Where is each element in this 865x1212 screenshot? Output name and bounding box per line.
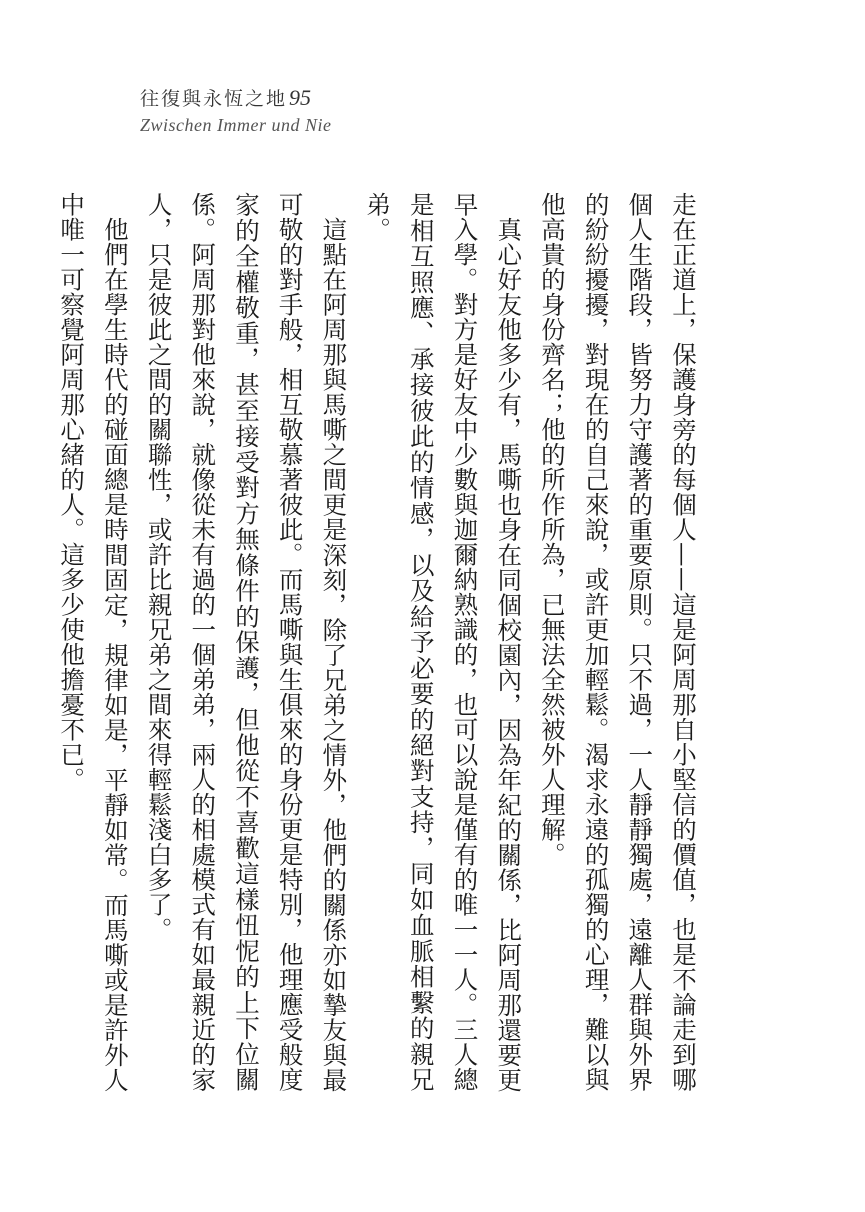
running-header (140, 84, 331, 136)
paragraph-3: 這點在阿周那與馬嘶之間更是深刻，除了兄弟之情外，他們的關係亦如摯友與最可敬的對手般，相互敬慕著彼此。而馬嘶與生俱來的身份更是特別，他理應受般度家的全權敬重，甚至接受對方無條件的保護，但他從不喜歡這樣忸怩的上下位關係。阿周那對他來說，就像從未有過的一個弟弟，兩人的相處模式有如最親近的家人，只是彼此之間的關聯性，或許比親兄弟之間來得輕鬆淺白多了。 (144, 192, 349, 1092)
vertical-body-text (57, 192, 705, 1092)
page-number: 95 (289, 85, 312, 110)
paragraph-1: 走在正道上，保護身旁的每個人——這是阿周那自小堅信的價值，也是不論走到哪個人生階段，皆努力守護著的重要原則。只不過，一人靜靜獨處，遠離人群與外界的紛紛擾擾，對現在的自己來說，或許更加輕鬆。渴求永遠的孤獨的心理，難以與他高貴的身份齊名；他的所作所為，已無法全然被外人理解。 (537, 192, 698, 1092)
paragraph-2: 真心好友他多少有，馬嘶也身在同個校園內，因為年紀的關係，比阿周那還要更早入學。對方是好友中少數與迦爾納熟識的，也可以說是僅有的唯一一人。三人總是相互照應、承接彼此的情感，以及給予必要的絕對支持，同如血脈相繫的親兄弟。 (363, 192, 524, 1092)
book-subtitle: Zwischen Immer und Nie (140, 115, 332, 135)
book-title-line (140, 84, 331, 111)
book-title: 往復與永恆之地 (140, 88, 288, 110)
paragraph-4: 他們在學生時代的碰面總是時間固定，規律如是，平靜如常。而馬嘶或是許外人中唯一可察覺阿周那心緒的人。這多少使他擔憂不已。 (57, 192, 130, 1092)
